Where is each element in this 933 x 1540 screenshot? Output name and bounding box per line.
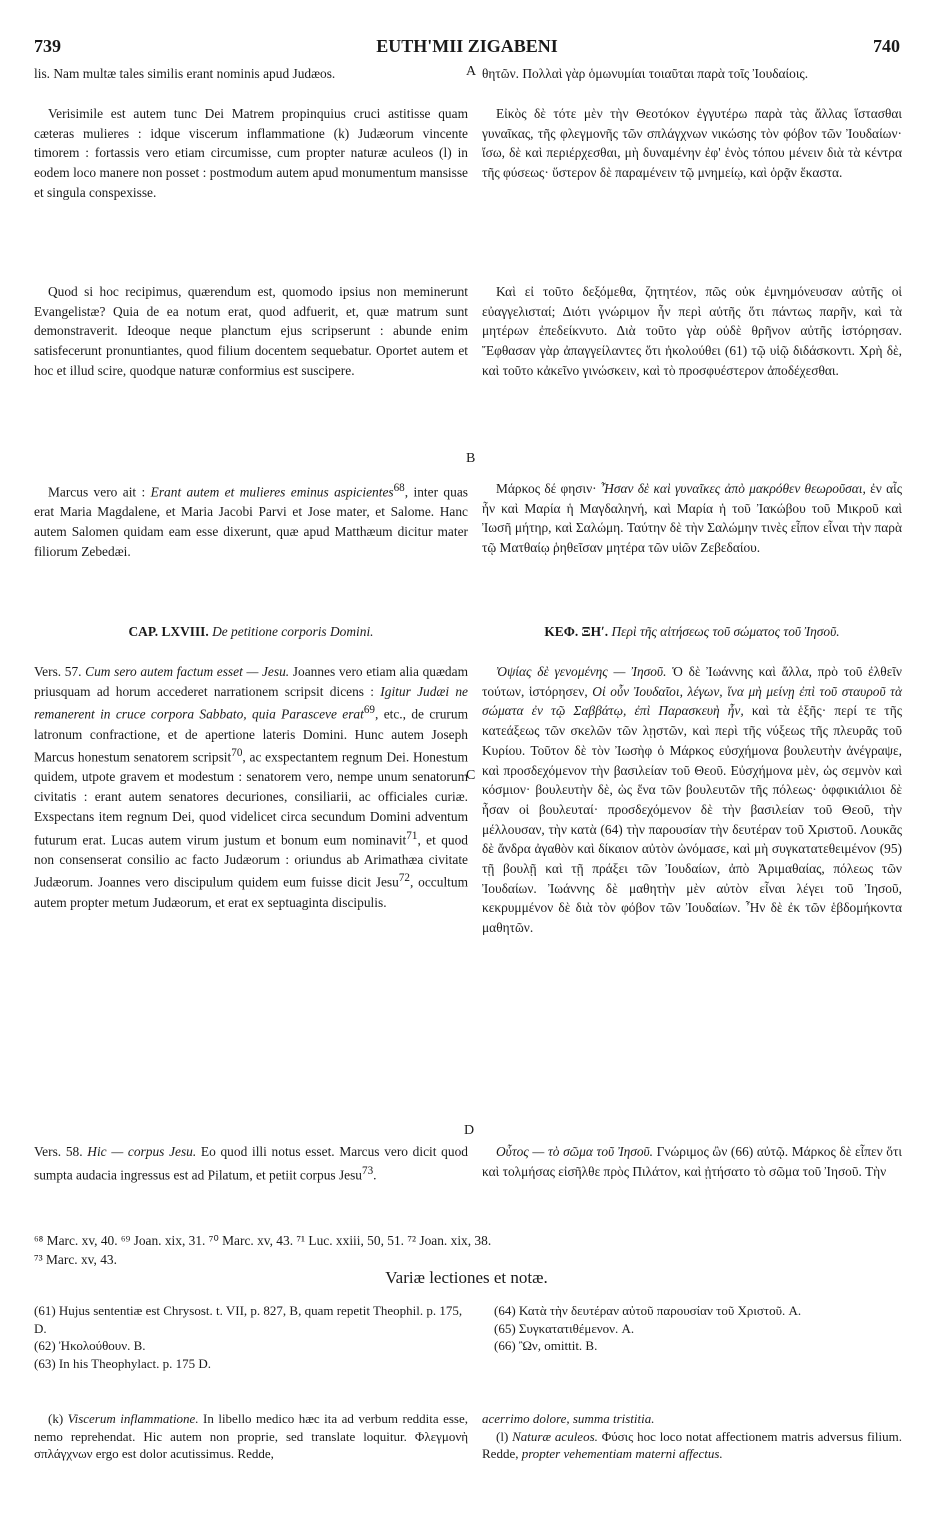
greek-paragraph-1: θητῶν. Πολλαὶ γὰρ ὁμωνυμίαι τοιαῦται παρὰ τοῖς Ἰουδαίοις. bbox=[482, 66, 809, 81]
margin-mark-c: C bbox=[466, 768, 476, 783]
greek-verse-57: Ὀψίας δὲ γενομένης — Ἰησοῦ. Ὁ δὲ Ἰωάννης καὶ ἄλλα, πρὸ τοῦ ἐλθεῖν τούτων, ἱστόρησεν, Οἱ οὖν Ἰουδαῖοι, λέγων, ἵνα μὴ μείνῃ ἐπὶ τοῦ σταυροῦ τὰ σώματα ἐν τῷ Σαββάτῳ, ἐπὶ Παρασκευὴ ἦν, καὶ τὰ ἑξῆς· περί τε τῆς κατεάξεως τῶν σκελῶν τῶν λῃστῶν, καὶ περὶ τῆς νύξεως τῆς πλευρᾶς τοῦ Κυρίου. Τοῦτον δὲ τὸν Ἰωσὴφ ὁ Μάρκος εὐσχήμονα βουλευτὴν ἀνέγραψε, καὶ προσδεχόμενον τὴν βασιλείαν τοῦ Θεοῦ. Εὐσχήμονα μὲν, ὡς σεμνὸν καὶ κόσμιον· βουλευτὴν δὲ, ὡς ἕνα τῶν βουλευτῶν τῆς πόλεως· ὀφφικιάλιοι δὲ ἦσαν οἱ βουλευταί· προσδεχόμενον δὲ τὴν βασιλείαν τοῦ Θεοῦ, τὴν μέλλουσαν, τὴν κατὰ (64) τὴν παρουσίαν τὴν δευτέραν τοῦ Χριστοῦ. Λουκᾶς δὲ ἄνδρα ἀγαθὸν καὶ δίκαιον αὐτὸν ὠνόμασε, καὶ μὴ συγκατατεθειμένον (95) τῇ βουλῇ καὶ τῇ πράξει τῶν Ἰουδαίων, ἀπὸ Ἀριμαθαίας, πόλεως τῶν Ἰουδαίων. Ἰωάννης δὲ μαθητὴν μὲν αὐτὸν εἶναι λέγει τοῦ Ἰησοῦ, κεκρυμμένον δὲ διὰ τὸν φόβον τῶν Ἰουδαίων. Ἦν δὲ ἐκ τῶν ἑβδομήκοντα μαθητῶν. bbox=[482, 664, 902, 936]
latin-paragraph-2: Verisimile est autem tunc Dei Matrem propinquius cruci astitisse quam cæteras mulieres : idque viscerum inflammatione (k) Judæorum vincente timorem : fortassis vero etiam circumisse, cum propter naturæ aculeos (l) in eodem loco manere non posset : postmodum autem apud monumentum mansisse et singula conspexisse. bbox=[34, 106, 468, 200]
latin-quote: Erant autem et mulieres eminus aspicientes bbox=[150, 484, 394, 500]
greek-chapter-heading: ΚΕΦ. ΞΗʹ. Περὶ τῆς αἰτήσεως τοῦ σώματος τοῦ Ἰησοῦ. bbox=[544, 624, 840, 639]
scripture-references bbox=[34, 1231, 900, 1269]
latin-verse-57: Vers. 57. Cum sero autem factum esset — Jesu. Joannes vero etiam alia quædam priusquam ad horum accederet narrationem scripsit dicens : Igitur Judæi ne remanerent in cruce corpora Sabbato, quia Parasceve erat$^{69}$, etc., de crurum latronum confractione, et de apertione lateris Domini. Hunc autem Joseph Marcus honestum senatorem scripsit$^{70}$, ac exspectantem regnum Dei. Honestum quidem, utpote gravem et modestum : senatorem vero, nempe unum senatorum civitatis : erant autem senatores decuriones, consiliarii, ac officiales curiæ. Exspectans item regnum Dei, quod videlicet circa secundum Domini adventum futurum erat. Lucas autem virum justum et bonum eum nominavit$^{71}$, et quod non consenserat consilio ac facto Judæorum : oriundus ab Arimathæa civitate Judæorum. Joannes vero discipulum quidem eum fuisse dicit Jesu$^{72}$, occultum autem propter metum Judæorum, et erat ex septuaginta discipulis. bbox=[34, 664, 469, 910]
margin-mark-b: B bbox=[466, 451, 476, 466]
greek-column bbox=[482, 64, 902, 1224]
footnote-k: (k) Viscerum inflammatione. In libello medico hæc ita ad verbum reddita esse, nemo reprehendat. Hic autem non proprie, sed translate loquitur. Φλεγμονὴ σπλάγχνων ergo est dolor acutissimus. Redde, bbox=[34, 1411, 468, 1461]
greek-paragraph-4: Μάρκος δέ φησιν· Ἦσαν δὲ καὶ γυναῖκες ἀπὸ μακρόθεν θεωροῦσαι, ἐν αἷς ἦν καὶ Μαρία ἡ Μαγδαληνή, καὶ Μαρία ἡ τοῦ Ἰακώβου τοῦ Μικροῦ καὶ Ἰωσῆ μήτηρ, καὶ Σαλώμη. Ταύτην δὲ τὴν Σαλώμην τινὲς εἶπον εἶναι τὴν παρὰ τῷ Ματθαίῳ ῥηθεῖσαν μητέρα τῶν υἱῶν Ζεβεδαίου. bbox=[482, 481, 903, 556]
right-page-number: 740 bbox=[873, 36, 900, 56]
latin-paragraph-4: Marcus vero ait : Erant autem et mulieres eminus aspicientes$^{68}$, inter quas erat Maria Magdalene, et Maria Jacobi Parvi et Jose mater, et Salome. Hanc autem Salomen quidam eam esse dixerunt, quæ apud Matthæum dicitur mater filiorum Zebedæi. bbox=[34, 482, 468, 559]
running-title: EUTH'MII ZIGABENI bbox=[376, 36, 558, 56]
references-line-1: ⁶⁸ Marc. xv, 40. ⁶⁹ Joan. xix, 31. ⁷⁰ Marc. xv, 43. ⁷¹ Luc. xxiii, 50, 51. ⁷² Joan. xix, 38. bbox=[34, 1233, 492, 1248]
running-header bbox=[34, 36, 900, 58]
latin-paragraph-3: Quod si hoc recipimus, quærendum est, quomodo ipsius non meminerunt Evangelistæ? Quia de ea notum erat, quod adfuerit, et, quæ matrum sunt demonstraverit. Ideoque neque planctum ejus scripserunt : abunde enim satisfecerunt pronuntiantes, quod filium docentem sequebatur. Oportet autem et hoc et illud scire, quodque naturæ conformius est suscipere. bbox=[34, 284, 468, 378]
variant-note: (62) Ἠκολούθουν. B. bbox=[34, 1338, 146, 1353]
variant-note: (66) Ὢν, omittit. B. bbox=[494, 1338, 598, 1353]
references-line-2: ⁷³ Marc. xv, 43. bbox=[34, 1252, 117, 1267]
latin-verse-58: Vers. 58. Hic — corpus Jesu. Eo quod illi notus esset. Marcus vero dicit quod sumpta audacia ingressus est ad Pilatum, et petiit corpus Jesu$^{73}$. bbox=[34, 1144, 468, 1183]
variant-note: (63) In his Theophylact. p. 175 D. bbox=[34, 1355, 212, 1371]
variae-right bbox=[494, 1302, 894, 1355]
variant-note: (64) Κατὰ τὴν δευτέραν αὐτοῦ παρουσίαν τοῦ Χριστοῦ. A. bbox=[494, 1303, 802, 1318]
margin-mark-a: A bbox=[466, 64, 477, 79]
greek-verse-58: Οὗτος — τὸ σῶμα τοῦ Ἰησοῦ. Γνώριμος ὢν (66) αὐτῷ. Μάρκος δὲ εἶπεν ὅτι καὶ τολμήσας εἰσῆλθε πρὸς Πιλάτον, καὶ ᾐτήσατο τὸ σῶμα τοῦ Ἰησοῦ. Τὴν bbox=[482, 1144, 902, 1179]
variae-heading: Variæ lectiones et notæ. bbox=[385, 1268, 548, 1287]
variant-note: (61) Hujus sententiæ est Chrysost. t. VII, p. 827, B, quam repetit Theophil. p. 175, D. bbox=[34, 1303, 463, 1336]
variant-note: (65) Συγκατατιθέμενον. A. bbox=[494, 1320, 635, 1336]
footnote-l: acerrimo dolore, summa tristitia. (l) Naturæ aculeos. Φύσις hoc loco notat affectionem matris adversus filium. Redde, propter vehementiam materni affectus. bbox=[482, 1411, 902, 1461]
greek-paragraph-2: Εἰκὸς δὲ τότε μὲν τὴν Θεοτόκον ἐγγυτέρω παρὰ τὰς ἄλλας ἵστασθαι γυναῖκας, τῆς φλεγμονῆς τῶν σπλάγχνων νικώσης τὸν φόβον τῶν Ἰουδαίων· ἴσω, δὲ καὶ περιέρχεσθαι, μὴ δυναμένην ἐφ' ἑνὸς τόπου μένειν διὰ τὰ κέντρα τῆς φύσεως· ὕστερον δὲ παραμένειν τῷ μνημείῳ, καὶ ὁρᾷν ἕκαστα. bbox=[482, 106, 902, 181]
greek-paragraph-3: Καὶ εἰ τοῦτο δεξόμεθα, ζητητέον, πῶς οὐκ ἐμνημόνευσαν αὐτῆς οἱ εὐαγγελισταί; Διότι γνώριμον ἦν περὶ αὐτῆς ὅτι πάντως παρῆν, καὶ τὰ μητέρων ἐπεδείκνυτο. Διὰ τοῦτο γὰρ οὐδὲ θρῆνον αὐτῆς ἱστόρησαν. Ἔφθασαν γὰρ ἀπαγγείλαντες ὅτι ἠκολούθει (61) τῷ υἱῷ διδάσκοντι. Χρὴ δὲ, καὶ τοῦτο κἀκεῖνο γινώσκειν, καὶ τὸ προσφυέστερον ἀποδέχεσθαι. bbox=[482, 284, 902, 378]
latin-column bbox=[34, 64, 468, 1224]
latin-paragraph-1: lis. Nam multæ tales similis erant nominis apud Judæos. bbox=[34, 66, 336, 81]
greek-quote: Ἦσαν δὲ καὶ γυναῖκες ἀπὸ μακρόθεν θεωροῦσαι, bbox=[600, 481, 866, 496]
left-page-number: 739 bbox=[34, 36, 61, 56]
latin-chapter-heading: CAP. LXVIII. De petitione corporis Domini. bbox=[128, 624, 374, 639]
variae-left bbox=[34, 1302, 468, 1372]
margin-mark-d: D bbox=[464, 1123, 475, 1138]
